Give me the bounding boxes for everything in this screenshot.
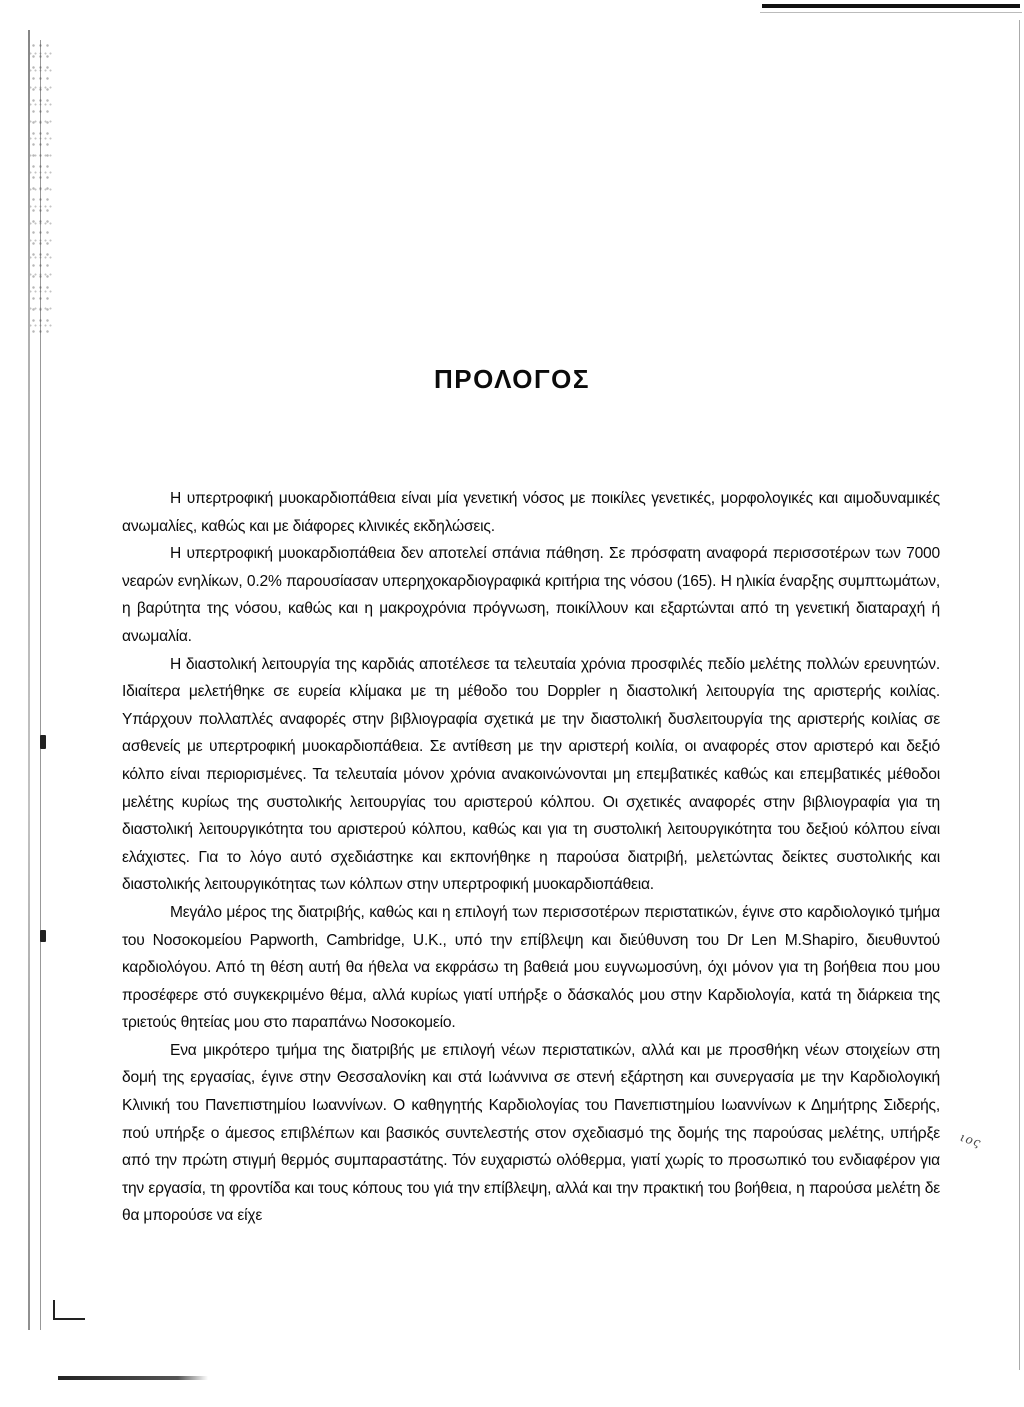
paragraph: Η διαστολική λειτουργία της καρδιάς αποτέλεσε τα τελευταία χρόνια προσφιλές πεδίο μελέτης πολλών ερευνητών. Ιδιαίτερα μελετήθηκε σε ευρεία κλίμακα με τη μέθοδο του Doppler η διαστολική λειτουργία της αριστερής κοιλίας. Υπάρχουν πολλαπλές αναφορές στην βιβλιογραφία σχετικά με την διαστολική δυσλειτουργία της αριστερής κοιλίας σε ασθενείς με υπερτροφική μυοκαρδιοπάθεια. Σε αντίθεση με την αριστερή κοιλία, οι αναφορές στον αριστερό και δεξιό κόλπο είναι περιορισμένες. Τα τελευταία μόνον χρόνια ανακοινώνονται μη επεμβατικές καθώς και επεμβατικές μέθοδοι μελέτης κυρίως της συστολικής λειτουργίας του αριστερού κόλπου. Οι σχετικές αναφορές στην βιβλιογραφία για τη διαστολική λειτουργικότητα του αριστερού κόλπου, καθώς και για τη συστολική λειτουργικότητα του δεξιού κόλπου είναι ελάχιστες. Για το λόγο αυτό σχεδιάστηκε και εκπονήθηκε η παρούσα διατριβή, μελετώντας δείκτες συστολικής και διαστολικής λειτουργικότητας των κόλπων στην υπερτροφική μυοκαρδιοπάθεια. [122,655,940,894]
page-title: ΠΡΟΛΟΓΟΣ [434,364,590,394]
scan-artifact-top-line [762,4,1020,8]
margin-mark [40,735,46,749]
paragraph: Η υπερτροφική μυοκαρδιοπάθεια δεν αποτελεί σπάνια πάθηση. Σε πρόσφατη αναφορά περισσοτέρων των 7000 νεαρών ενηλίκων, 0.2% παρουσίασαν υπερηχοκαρδιογραφικά κριτήρια της νόσου (165). Η ηλικία έναρξης συμπτωμάτων, η βαρύτητα της νόσου, καθώς και η μακροχρόνια πρόγνωση, ποικίλλουν και εξαρτώνται από τη γενετική διαταραχή ή ανωμαλία. [122,545,940,645]
handwritten-margin-note: ιος [958,1129,984,1151]
margin-tick-mark [53,1300,85,1320]
paragraph: Μεγάλο μέρος της διατριβής, καθώς και η επιλογή των περισσοτέρων περιστατικών, έγινε στο καρδιολογικό τμήμα του Νοσοκομείου Papworth, Cambridge, U.K., υπό την επίβλεψη και διεύθυνση του Dr Len M.Shapiro, διευθυντού καρδιολόγου. Από τη θέση αυτή θα ήθελα να εκφράσω τη βαθειά μου ευγνωμοσύνη, όχι μόνον για τη βοήθεια που μου προσέφερε στό συγκεκριμένο θέμα, αλλά κυρίως γιατί υπήρξε ο δάσκαλός μου στην Καρδιολογία, κατά τη διάρκεια της τριετούς θητείας μου στο παραπάνω Νοσοκομείο. [122,903,940,1032]
paragraph: Ενα μικρότερο τμήμα της διατριβής με επιλογή νέων περιστατικών, αλλά και με προσθήκη νέων στοιχείων στη δομή της εργασίας, έγινε στην Θεσσαλονίκη και στά Ιωάννινα σε στενή εξάρτηση και συνεργασία με την Καρδιολογική Κλινική του Πανεπιστημίου Ιωαννίνων. Ο καθηγητής Καρδιολογίας του Πανεπιστημίου Ιωαννίνων κ Δημήτρης Σιδερής, πού υπήρξε ο άμεσος επιβλέπων και βασικός συντελεστής στον σχεδιασμό της δομής της παρούσας μελέτης, υπήρξε από την πρώτη στιγμή θερμός συμπαραστάτης. Τόν ευχαριστώ ολόθερμα, γιατί χωρίς το προσωπικό του ενδιαφέρον για την εργασία, τη φροντίδα και τους κόπους του γιά την επίβλεψη, αλλά και την πρακτική του βοήθεια, η παρούσα μελέτη δε θα μπορούσε να είχε [122,1041,940,1225]
scan-artifact-bottom-line [58,1376,208,1380]
scan-artifact-right-edge [1019,20,1020,1370]
scan-artifact-top-line-thin [760,12,1022,13]
margin-mark [40,930,46,942]
document-body [122,485,940,1230]
scan-artifact-speckle [30,40,52,340]
paragraph: Η υπερτροφική μυοκαρδιοπάθεια είναι μία γενετική νόσος με ποικίλες γενετικές, μορφολογικές και αιμοδυναμικές ανωμαλίες, καθώς και με διάφορες κλινικές εκδηλώσεις. [122,490,940,535]
